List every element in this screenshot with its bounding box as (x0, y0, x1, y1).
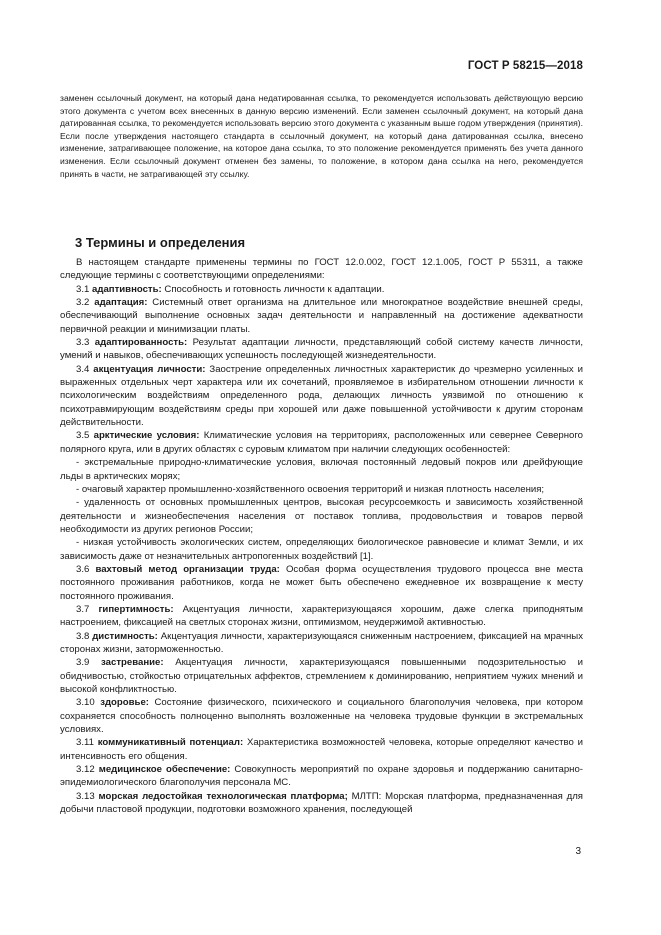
term-name: здоровье: (100, 697, 149, 709)
term-number: 3.12 (76, 764, 95, 776)
term-definition: Акцентуация личности, характеризующаяся хорошим, даже слегка приподнятым настроением, фиксацией на светлых сторонах жизни, оптимизмом, неудержимой активностью. (60, 603, 584, 629)
term-name: адаптированность: (94, 337, 188, 349)
term-definition: МЛТП: Морская платформа, предназначенная для добычи пластовой продукции, подготовки возможного хранения, последующей (60, 790, 584, 816)
term-name: коммуникативный потенциал: (97, 737, 244, 749)
term-name: вахтовый метод организации труда: (95, 563, 280, 575)
term-definition: Системный ответ организма на длительное или многократное воздействие внешней среды, обеспечивающий выполнение основных задач деятельности и направленный на достижение адекватности первичной реакции и минимизации платы. (60, 297, 583, 335)
term-name: дистимность: (92, 630, 158, 642)
term-number: 3.10 (76, 697, 95, 709)
term-entry (60, 363, 583, 430)
term-name: акцентуация личности: (93, 363, 206, 375)
terms-body (60, 256, 583, 816)
term-entry (60, 790, 583, 817)
list-item: - удаленность от основных промышленных центров, высокая ресурсоемкость и зависимость хозяйственной деятельности и жизнеобеспечения населения от поставок топлива, продовольствия и товаров первой необходимости из других регионов России; (60, 497, 583, 535)
term-number: 3.2 (76, 297, 90, 309)
term-definition: Акцентуация личности, характеризующаяся сниженным настроением, фиксацией на мрачных сторонах жизни, заторможенностью. (60, 630, 583, 655)
term-number: 3.11 (76, 737, 94, 749)
term-entry (60, 336, 583, 363)
term-definition: Заострение определенных личностных характеристик до чрезмерно усиленных и выраженных отдельных черт характера или их сочетаний, проявляемое в избирательном отношении личности к психологическим воздействиям определенного рода, делающих личность уязвимой по отношению к психотравмирующим воздействиям среды при хорошей или даже повышенной устойчивости к другим сторонам действительности. (60, 363, 583, 429)
term-definition: Способность и готовность личности к адаптации. (161, 283, 385, 295)
term-entry (60, 763, 583, 790)
term-definition: Совокупность мероприятий по охране здоровья и поддержанию санитарно-эпидемиологического благополучия персонала МС. (60, 764, 583, 789)
term-number: 3.13 (76, 790, 95, 802)
term-name: адаптивность: (92, 283, 162, 295)
section-title: 3 Термины и определения (75, 235, 246, 250)
term-number: 3.5 (76, 430, 90, 442)
term-definition: Особая форма осуществления трудового процесса вне места постоянного проживания работников, когда не может быть обеспечено ежедневное их возвращение к месту постоянного проживания. (60, 563, 583, 602)
list-item: - низкая устойчивость экологических систем, определяющих биологическое равновесие и климат Земли, и их зависимость даже от незначительных антропогенных воздействий [1]. (60, 537, 583, 562)
document-code-header: ГОСТ Р 58215—2018 (467, 60, 583, 72)
list-item: - экстремальные природно-климатические условия, включая постоянный ледовый покров или дрейфующие льды в арктических морях; (60, 457, 583, 482)
term-name: арктические условия: (93, 430, 200, 442)
term-definition: Акцентуация личности, характеризующаяся повышенными подозрительностью и обидчивостью, стойкостью отрицательных аффектов, стремлением к доминированию, неприятием чужих мнений и высокой конфликтностью. (60, 657, 583, 695)
term-number: 3.3 (76, 337, 90, 349)
term-entry (60, 296, 583, 336)
normative-references-continuation (60, 92, 583, 180)
lead-paragraph: В настоящем стандарте применены термины по ГОСТ 12.0.002, ГОСТ 12.1.005, ГОСТ Р 55311, а также следующие термины с соответствующими определениями: (60, 257, 583, 282)
term-number: 3.1 (76, 283, 90, 295)
term-entry (60, 283, 583, 296)
intro-paragraph: заменен ссылочный документ, на который дана недатированная ссылка, то рекомендуется использовать действующую версию этого документа с учетом всех внесенных в данную версию изменений. Если заменен ссылочный документ, на который дана датированная ссылка, то рекомендуется использовать версию этого документа с указанным выше годом утверждения (принятия). Если после утверждения настоящего стандарта в ссылочный документ, на который дана датированная ссылка, внесено изменение, затрагивающее положение, на которое дана ссылка, то это положение рекомендуется применять без учета данного изменения. Если ссылочный документ отменен без замены, то положение, в котором дана ссылка на него, рекомендуется принять в части, не затрагивающей эту ссылку. (60, 93, 584, 179)
term-definition: Результат адаптации личности, представляющий собой систему качеств личности, умений и навыков, обеспечивающих успешность последующей жизнедеятельности. (60, 337, 583, 362)
term-definition: Состояние физического, психического и социального благополучия человека, при котором сохраняется способность полноценно выполнять возложенные на человека трудовые функции в экстремальных условиях. (60, 697, 583, 736)
term-number: 3.7 (76, 603, 90, 615)
term-number: 3.6 (76, 563, 90, 575)
term-name: адаптация: (94, 297, 148, 309)
term-entry (60, 736, 583, 763)
term-number: 3.9 (76, 657, 90, 669)
page-number: 3 (575, 846, 581, 857)
term-entry (60, 563, 583, 603)
list-item: - очаговый характер промышленно-хозяйственного освоения территорий и низкая плотность населения; (76, 483, 545, 495)
term-entry (60, 696, 583, 736)
term-number: 3.8 (76, 630, 90, 642)
term-entry (60, 630, 583, 657)
term-name: гипертимность: (98, 603, 174, 615)
term-entry (60, 603, 583, 630)
term-definition: Характеристика возможностей человека, которые определяют качество и интенсивность его общения. (60, 737, 583, 762)
term-number: 3.4 (76, 363, 90, 375)
term-entry (60, 429, 583, 456)
term-name: морская ледостойкая технологическая платформа; (98, 790, 348, 802)
term-name: медицинское обеспечение: (98, 764, 231, 776)
term-entry (60, 656, 583, 696)
term-name: застревание: (101, 657, 164, 669)
term-definition: Климатические условия на территориях, расположенных или севернее Северного полярного круга, или в других областях с суровым климатом при наличии следующих особенностей: (60, 430, 584, 455)
